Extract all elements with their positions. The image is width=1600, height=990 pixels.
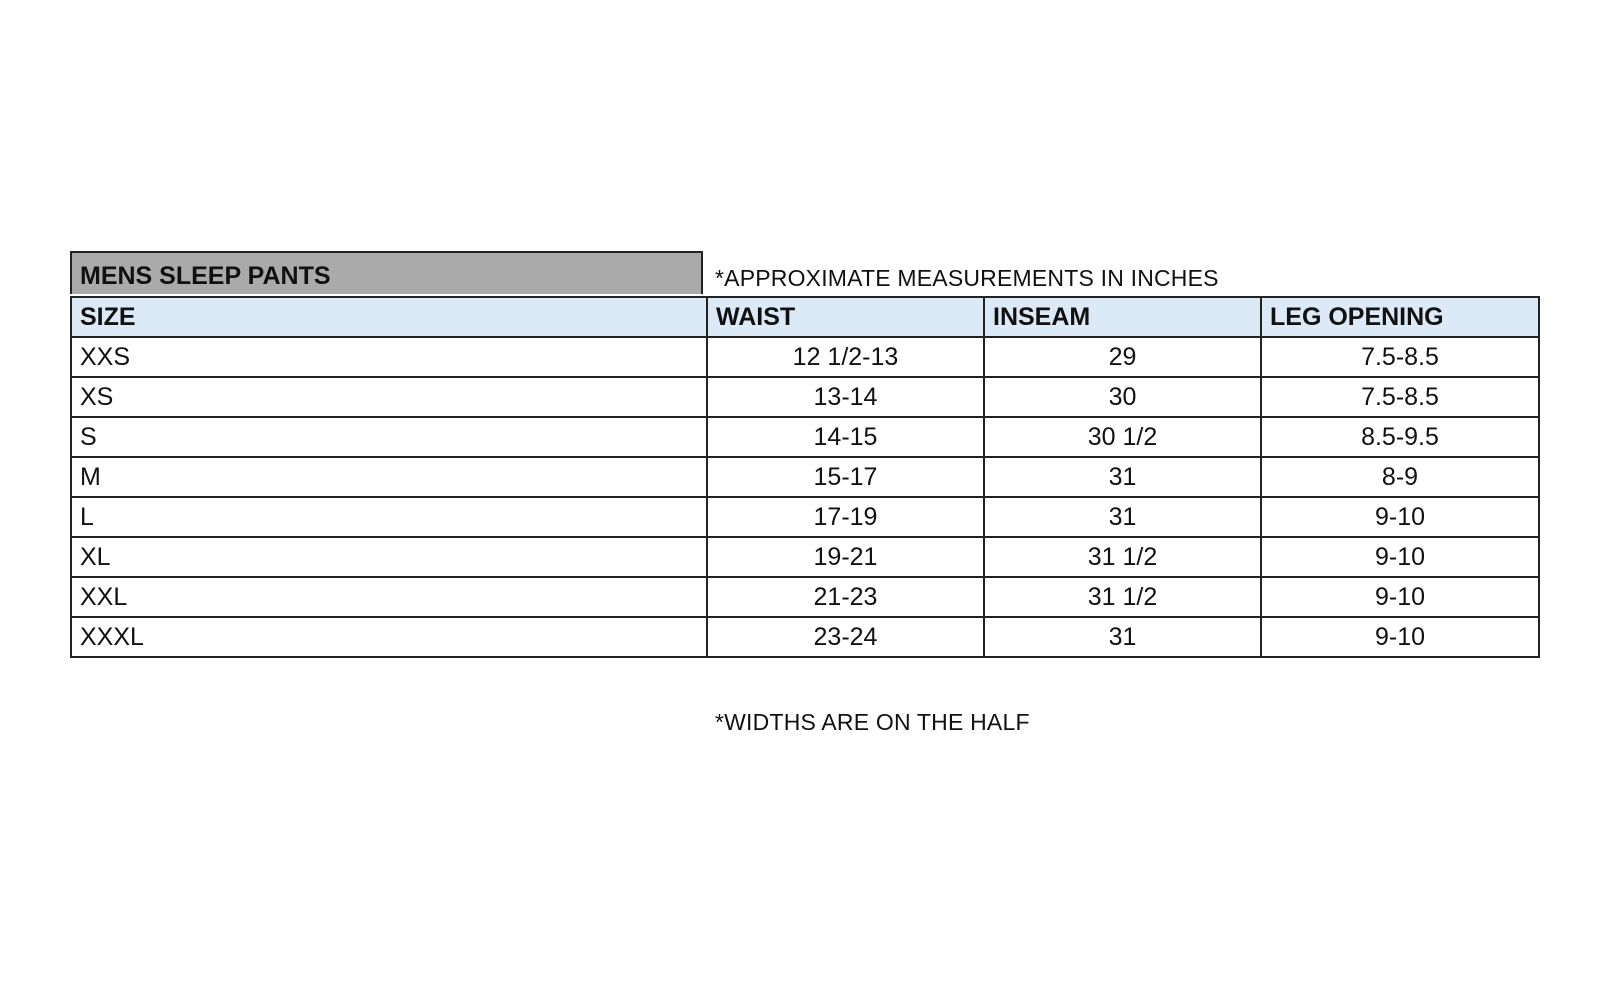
cell-inseam: 31 [984,457,1261,497]
cell-size: S [71,417,707,457]
cell-waist: 21-23 [707,577,984,617]
table-body [71,337,1539,657]
title-row [70,251,1538,296]
table-row [71,377,1539,417]
chart-title: MENS SLEEP PANTS [70,251,703,294]
cell-waist: 15-17 [707,457,984,497]
cell-inseam: 30 [984,377,1261,417]
cell-inseam: 30 1/2 [984,417,1261,457]
table-row [71,337,1539,377]
cell-waist: 14-15 [707,417,984,457]
cell-waist: 13-14 [707,377,984,417]
size-table [70,296,1540,658]
header-row [71,297,1539,337]
table-row [71,497,1539,537]
cell-inseam: 31 [984,497,1261,537]
table-row [71,577,1539,617]
table-row [71,617,1539,657]
cell-size: XS [71,377,707,417]
cell-leg-opening: 8-9 [1261,457,1539,497]
cell-waist: 23-24 [707,617,984,657]
column-header-leg-opening: LEG OPENING [1261,297,1539,337]
cell-inseam: 31 1/2 [984,537,1261,577]
measurement-note: *APPROXIMATE MEASUREMENTS IN INCHES [715,265,1219,291]
size-chart [70,251,1538,658]
table-row [71,417,1539,457]
cell-leg-opening: 7.5-8.5 [1261,377,1539,417]
cell-leg-opening: 9-10 [1261,577,1539,617]
cell-leg-opening: 9-10 [1261,497,1539,537]
column-header-waist: WAIST [707,297,984,337]
cell-size: XXL [71,577,707,617]
cell-size: XXXL [71,617,707,657]
cell-inseam: 31 1/2 [984,577,1261,617]
widths-note: *WIDTHS ARE ON THE HALF [715,709,1030,735]
cell-size: XL [71,537,707,577]
cell-leg-opening: 7.5-8.5 [1261,337,1539,377]
table-row [71,457,1539,497]
table-row [71,537,1539,577]
cell-leg-opening: 8.5-9.5 [1261,417,1539,457]
cell-size: XXS [71,337,707,377]
cell-leg-opening: 9-10 [1261,537,1539,577]
column-header-size: SIZE [71,297,707,337]
cell-size: L [71,497,707,537]
cell-inseam: 31 [984,617,1261,657]
cell-waist: 19-21 [707,537,984,577]
cell-size: M [71,457,707,497]
column-header-inseam: INSEAM [984,297,1261,337]
cell-waist: 12 1/2-13 [707,337,984,377]
cell-inseam: 29 [984,337,1261,377]
cell-waist: 17-19 [707,497,984,537]
cell-leg-opening: 9-10 [1261,617,1539,657]
